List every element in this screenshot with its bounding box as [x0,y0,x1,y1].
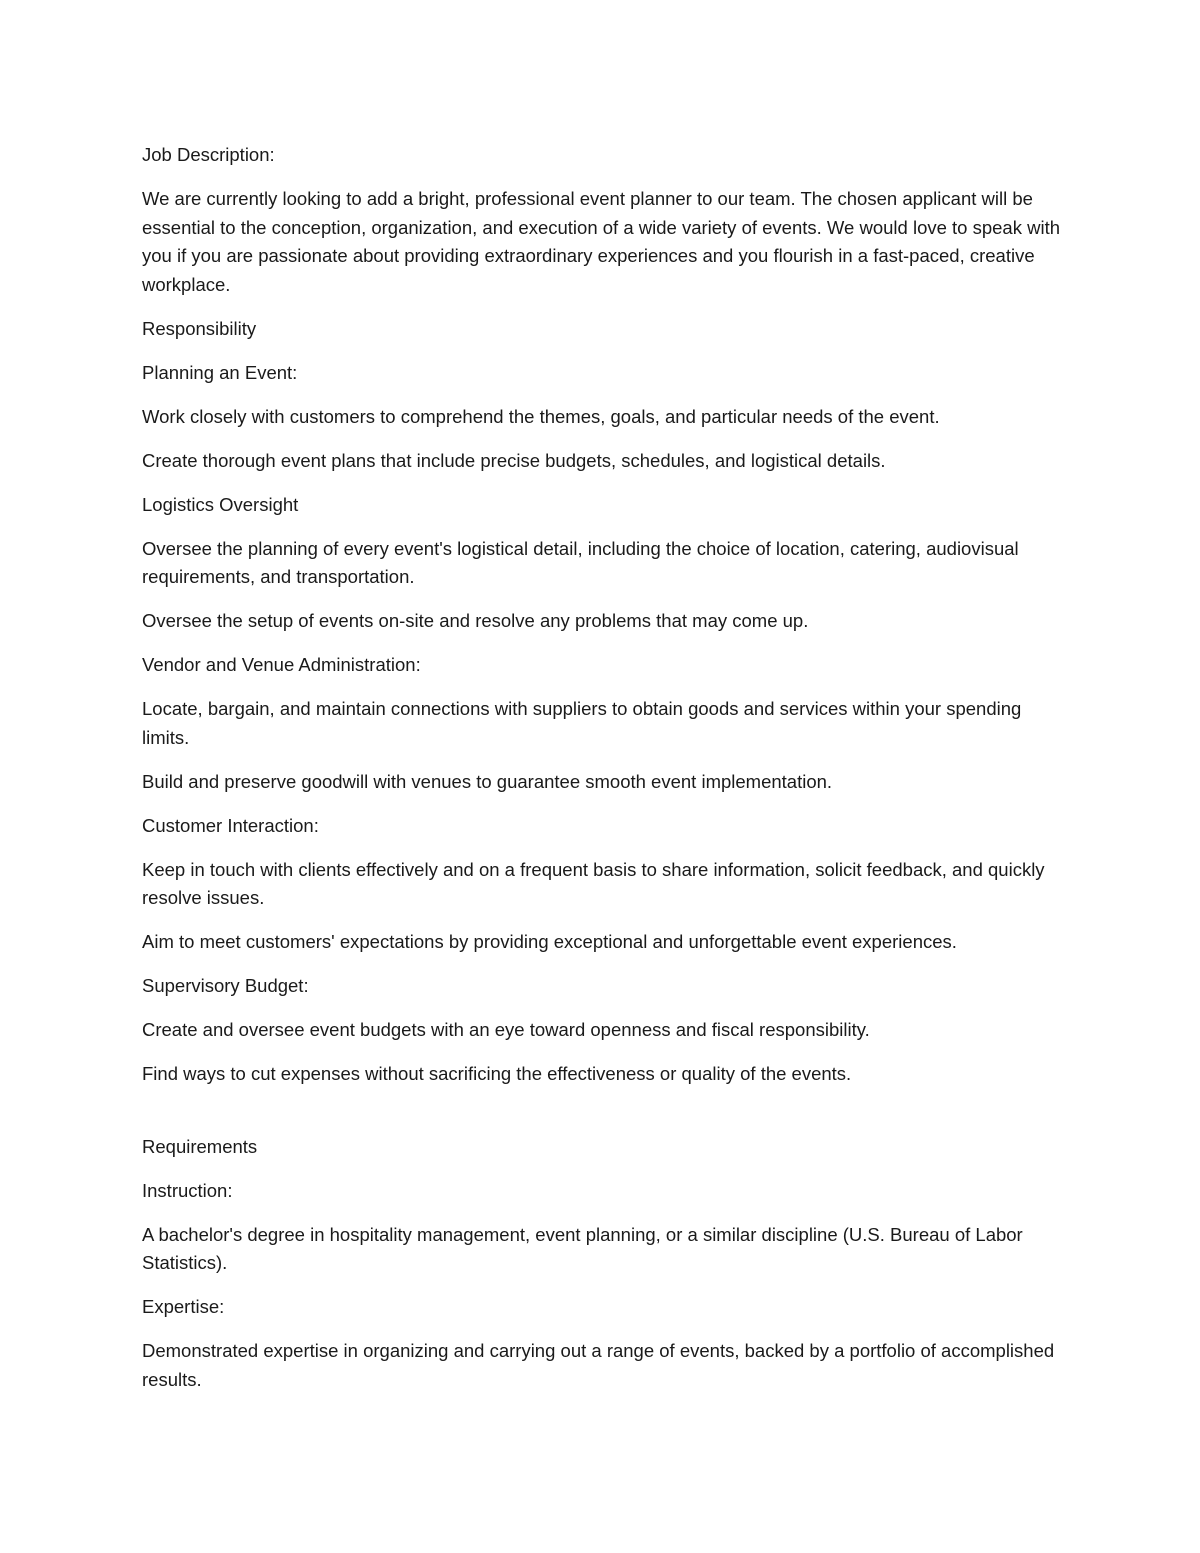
logistics-heading: Logistics Oversight [142,493,299,515]
logistics-item-2: Oversee the setup of events on-site and resolve any problems that may come up. [142,610,809,631]
expertise-item-1: Demonstrated expertise in organizing and carrying out a range of events, backed by a portfolio of accomplished results. [142,1340,1055,1390]
job-description-heading: Job Description: [142,144,275,165]
customer-item-1: Keep in touch with clients effectively and on a frequent basis to share information, solicit feedback, and quickly resolve issues. [142,858,1045,908]
customer-heading: Customer Interaction: [142,814,319,836]
instruction-item-1: A bachelor's degree in hospitality management, event planning, or a similar discipline (U.S. Bureau of Labor Statistics). [142,1223,1023,1273]
document-body [142,141,1062,1410]
vendor-item-1: Locate, bargain, and maintain connections with suppliers to obtain goods and services within your spending limits. [142,698,1022,748]
budget-item-1: Create and oversee event budgets with an eye toward openness and fiscal responsibility. [142,1019,870,1040]
planning-heading: Planning an Event: [142,361,298,383]
expertise-heading: Expertise: [142,1296,225,1317]
logistics-item-1: Oversee the planning of every event's logistical detail, including the choice of location, catering, audiovisual requirements, and transportation. [142,537,1019,587]
customer-item-2: Aim to meet customers' expectations by providing exceptional and unforgettable event experiences. [142,931,957,952]
planning-item-2: Create thorough event plans that include precise budgets, schedules, and logistical details. [142,449,886,471]
responsibility-heading: Responsibility [142,317,257,339]
planning-item-1: Work closely with customers to comprehend the themes, goals, and particular needs of the event. [142,405,940,427]
requirements-heading: Requirements [142,1135,258,1157]
intro-paragraph: We are currently looking to add a bright, professional event planner to our team. The chosen applicant will be essential to the conception, organization, and execution of a wide variety of events. We would love to speak with you if you are passionate about providing extraordinary experiences and you flourish in a fast-paced, creative workplace. [142,188,1061,295]
instruction-heading: Instruction: [142,1179,233,1201]
vendor-heading: Vendor and Venue Administration: [142,654,421,675]
vendor-item-2: Build and preserve goodwill with venues to guarantee smooth event implementation. [142,770,833,792]
budget-item-2: Find ways to cut expenses without sacrificing the effectiveness or quality of the events. [142,1063,852,1084]
budget-heading: Supervisory Budget: [142,975,309,996]
